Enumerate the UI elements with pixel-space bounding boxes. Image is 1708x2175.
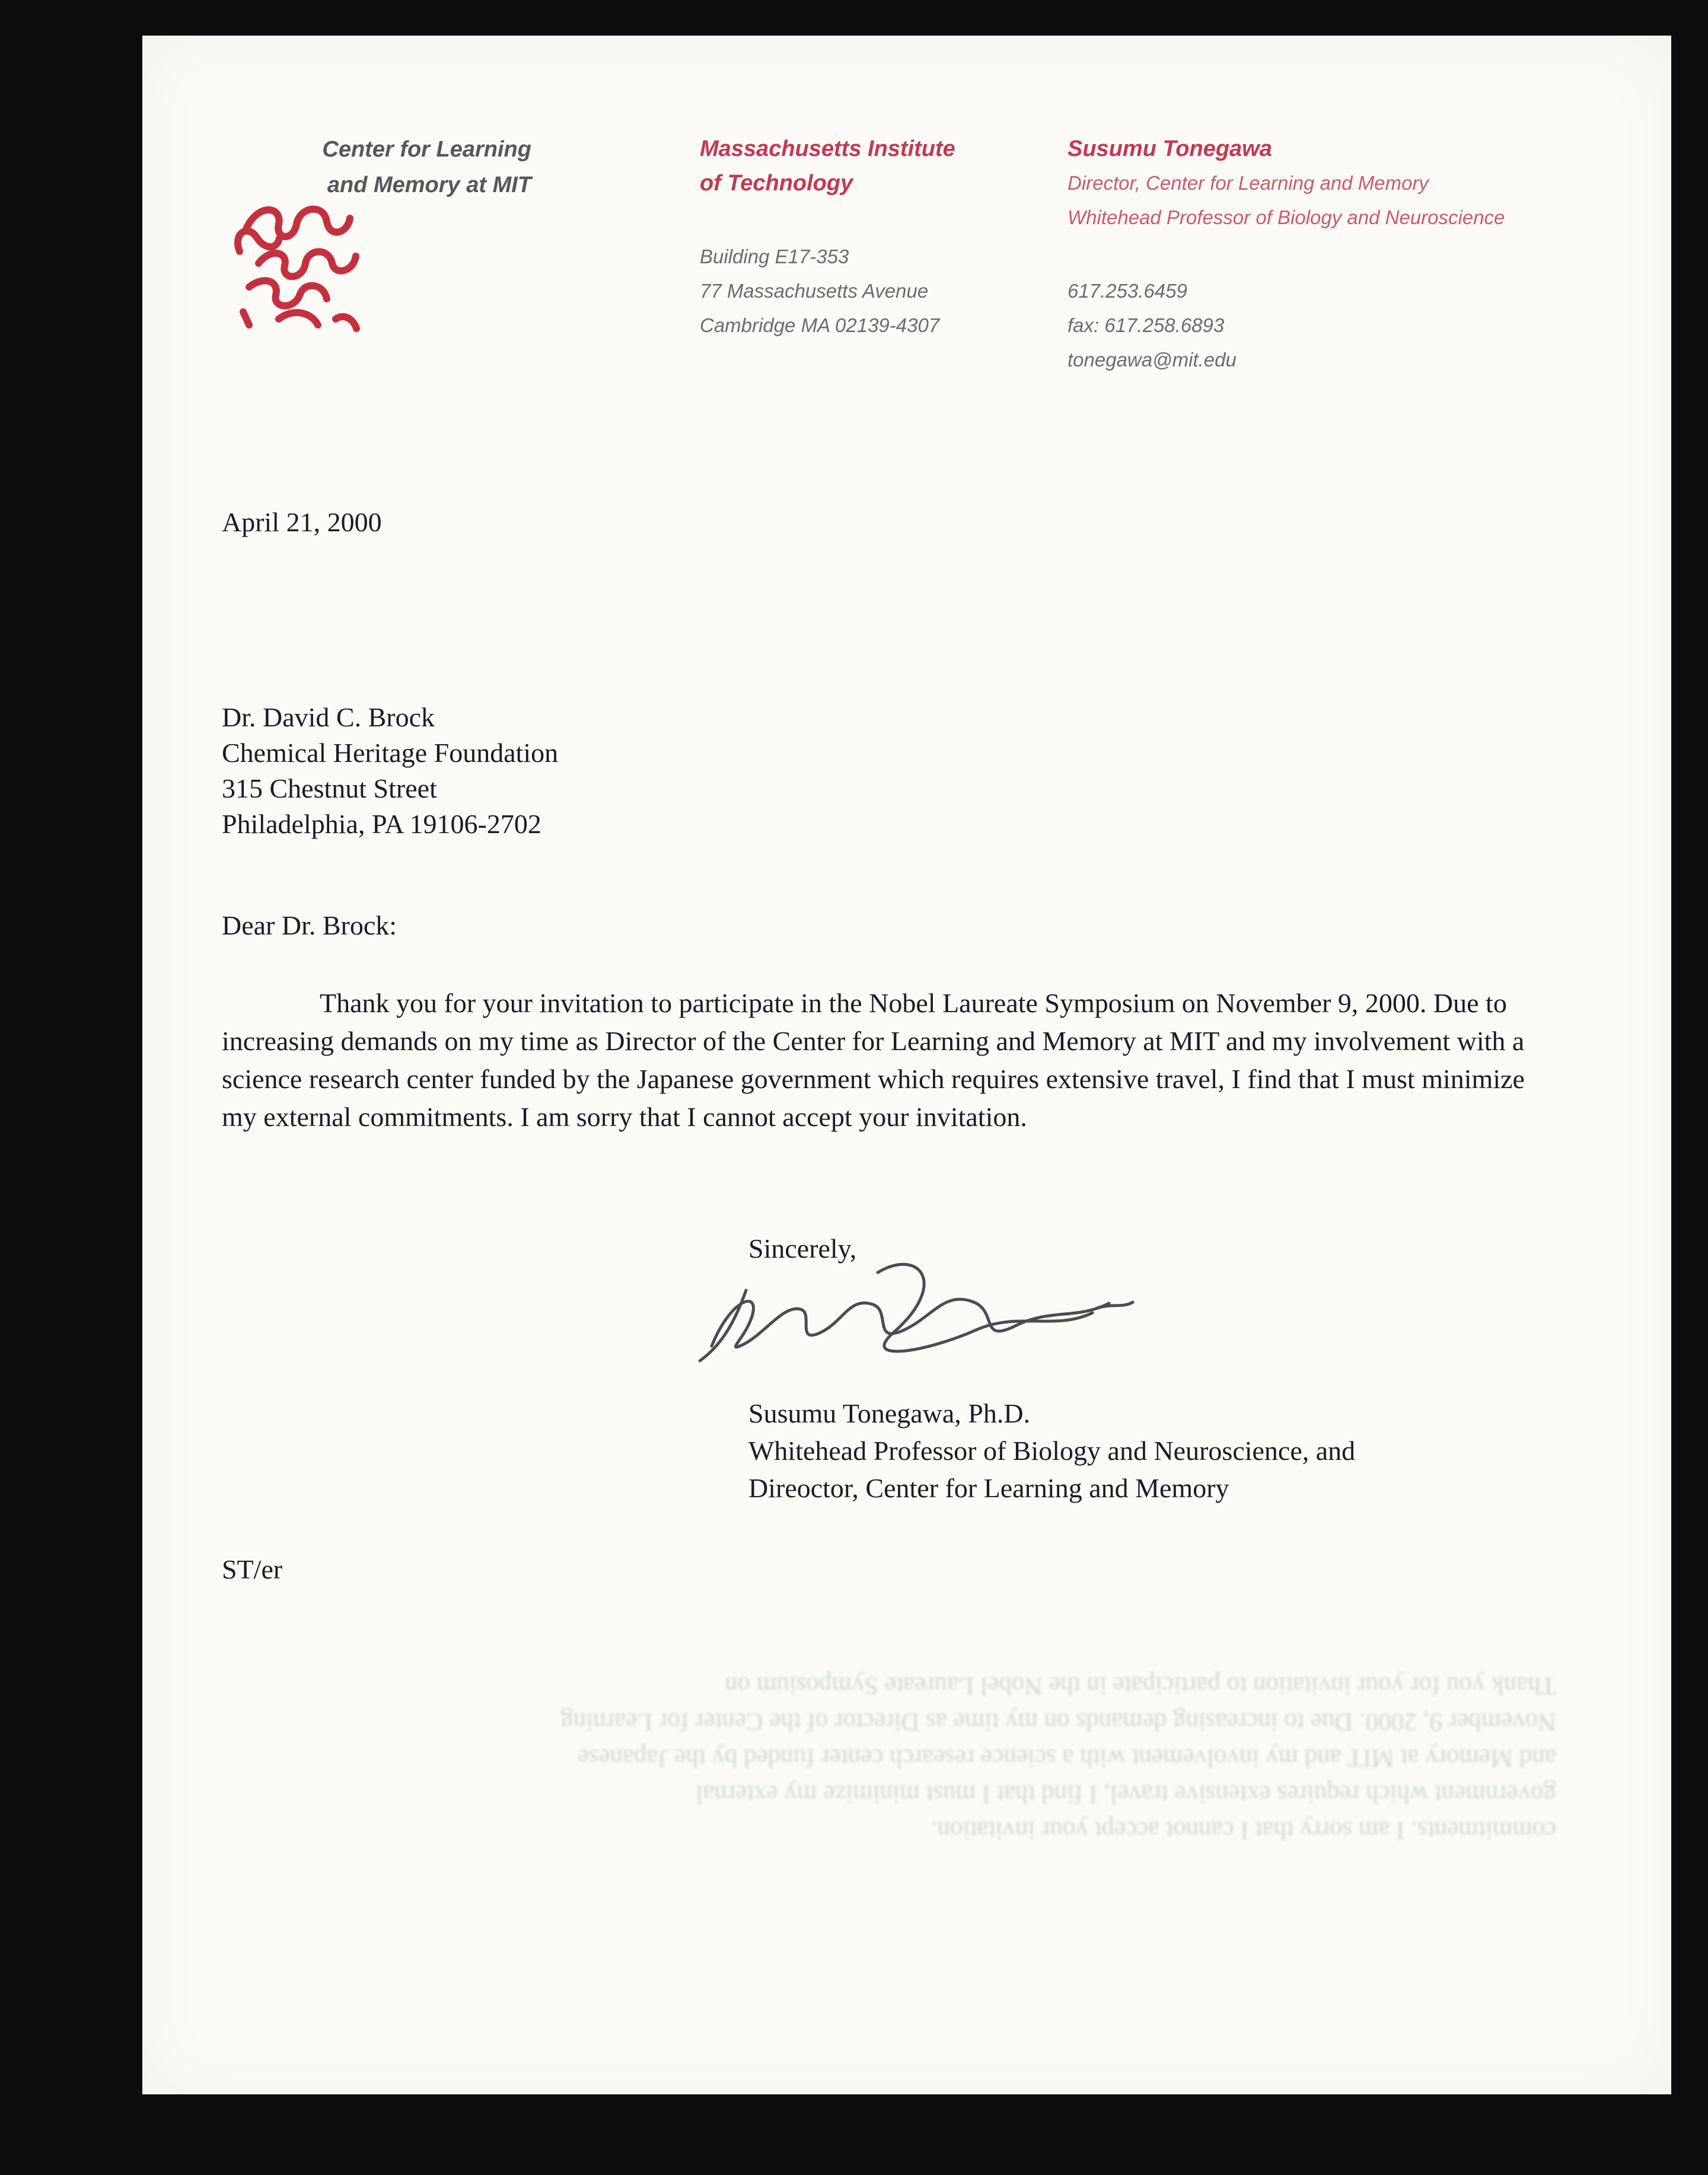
spacer	[1068, 235, 1554, 274]
letter-body: Thank you for your invitation to participate in the Nobel Laureate Symposium on November 9, 2000. Due to increasing demands on my time as Director of the Center for Learning and Memory at MIT and my involvement with a science research center funded by the Japanese government which requires extensive travel, I find that I must minimize my external commitments. I am sorry that I cannot accept your invitation.	[222, 988, 1525, 1132]
salutation: Dear Dr. Brock:	[222, 910, 397, 940]
person-title2: Whitehead Professor of Biology and Neuroscience	[1068, 206, 1505, 228]
person-phone: 617.253.6459	[1068, 280, 1187, 302]
bleedthrough-line: government which requires extensive travel, I find that I must minimize my external	[696, 1780, 1556, 1808]
bleedthrough-line: and Memory at MIT and my involvement with a science research center funded by the Japanese	[577, 1744, 1556, 1772]
institute-name-line1: Massachusetts Institute	[700, 136, 955, 161]
signer-name: Susumu Tonegawa, Ph.D.	[748, 1398, 1031, 1428]
bleedthrough-text	[222, 1667, 1556, 1848]
institute-address-line3: Cambridge MA 02139-4307	[700, 314, 940, 336]
recipient-name: Dr. David C. Brock	[222, 702, 435, 732]
person-block	[1068, 132, 1554, 377]
person-email: tonegawa@mit.edu	[1068, 349, 1237, 371]
bleedthrough-line: Thank you for your invitation to participate in the Nobel Laureate Symposium on	[725, 1672, 1556, 1699]
institute-address-line2: 77 Massachusetts Avenue	[700, 280, 929, 302]
org-name-line2: and Memory at MIT	[327, 173, 531, 197]
institute-address-line1: Building E17-353	[700, 245, 849, 267]
recipient-address	[222, 700, 558, 842]
bleedthrough-line: November 9, 2000. Due to increasing demands on my time as Director of the Center for Learning	[560, 1708, 1556, 1736]
reference-initials: ST/er	[222, 1554, 283, 1584]
bleedthrough-line: commitments. I am sorry that I cannot accept your invitation.	[931, 1816, 1556, 1844]
letter-page	[142, 36, 1671, 2094]
center-brain-logo-icon	[222, 191, 376, 339]
handwritten-signature-icon	[694, 1251, 1145, 1388]
recipient-street: 315 Chestnut Street	[222, 773, 437, 803]
institute-name-line2: of Technology	[700, 171, 853, 196]
letter-date: April 21, 2000	[222, 507, 382, 537]
institute-block	[700, 132, 1032, 343]
person-fax: fax: 617.258.6893	[1068, 314, 1225, 336]
org-name-line1: Center for Learning	[322, 137, 531, 162]
recipient-org: Chemical Heritage Foundation	[222, 738, 559, 768]
recipient-city: Philadelphia, PA 19106-2702	[222, 809, 541, 839]
signature-block	[748, 1395, 1355, 1507]
person-name: Susumu Tonegawa	[1068, 136, 1272, 161]
signer-title2: Direoctor, Center for Learning and Memory	[748, 1473, 1229, 1503]
closing: Sincerely,	[748, 1233, 857, 1264]
spacer	[700, 200, 1032, 240]
signer-title1: Whitehead Professor of Biology and Neuroscience, and	[748, 1436, 1356, 1466]
person-title1: Director, Center for Learning and Memory	[1068, 172, 1429, 194]
